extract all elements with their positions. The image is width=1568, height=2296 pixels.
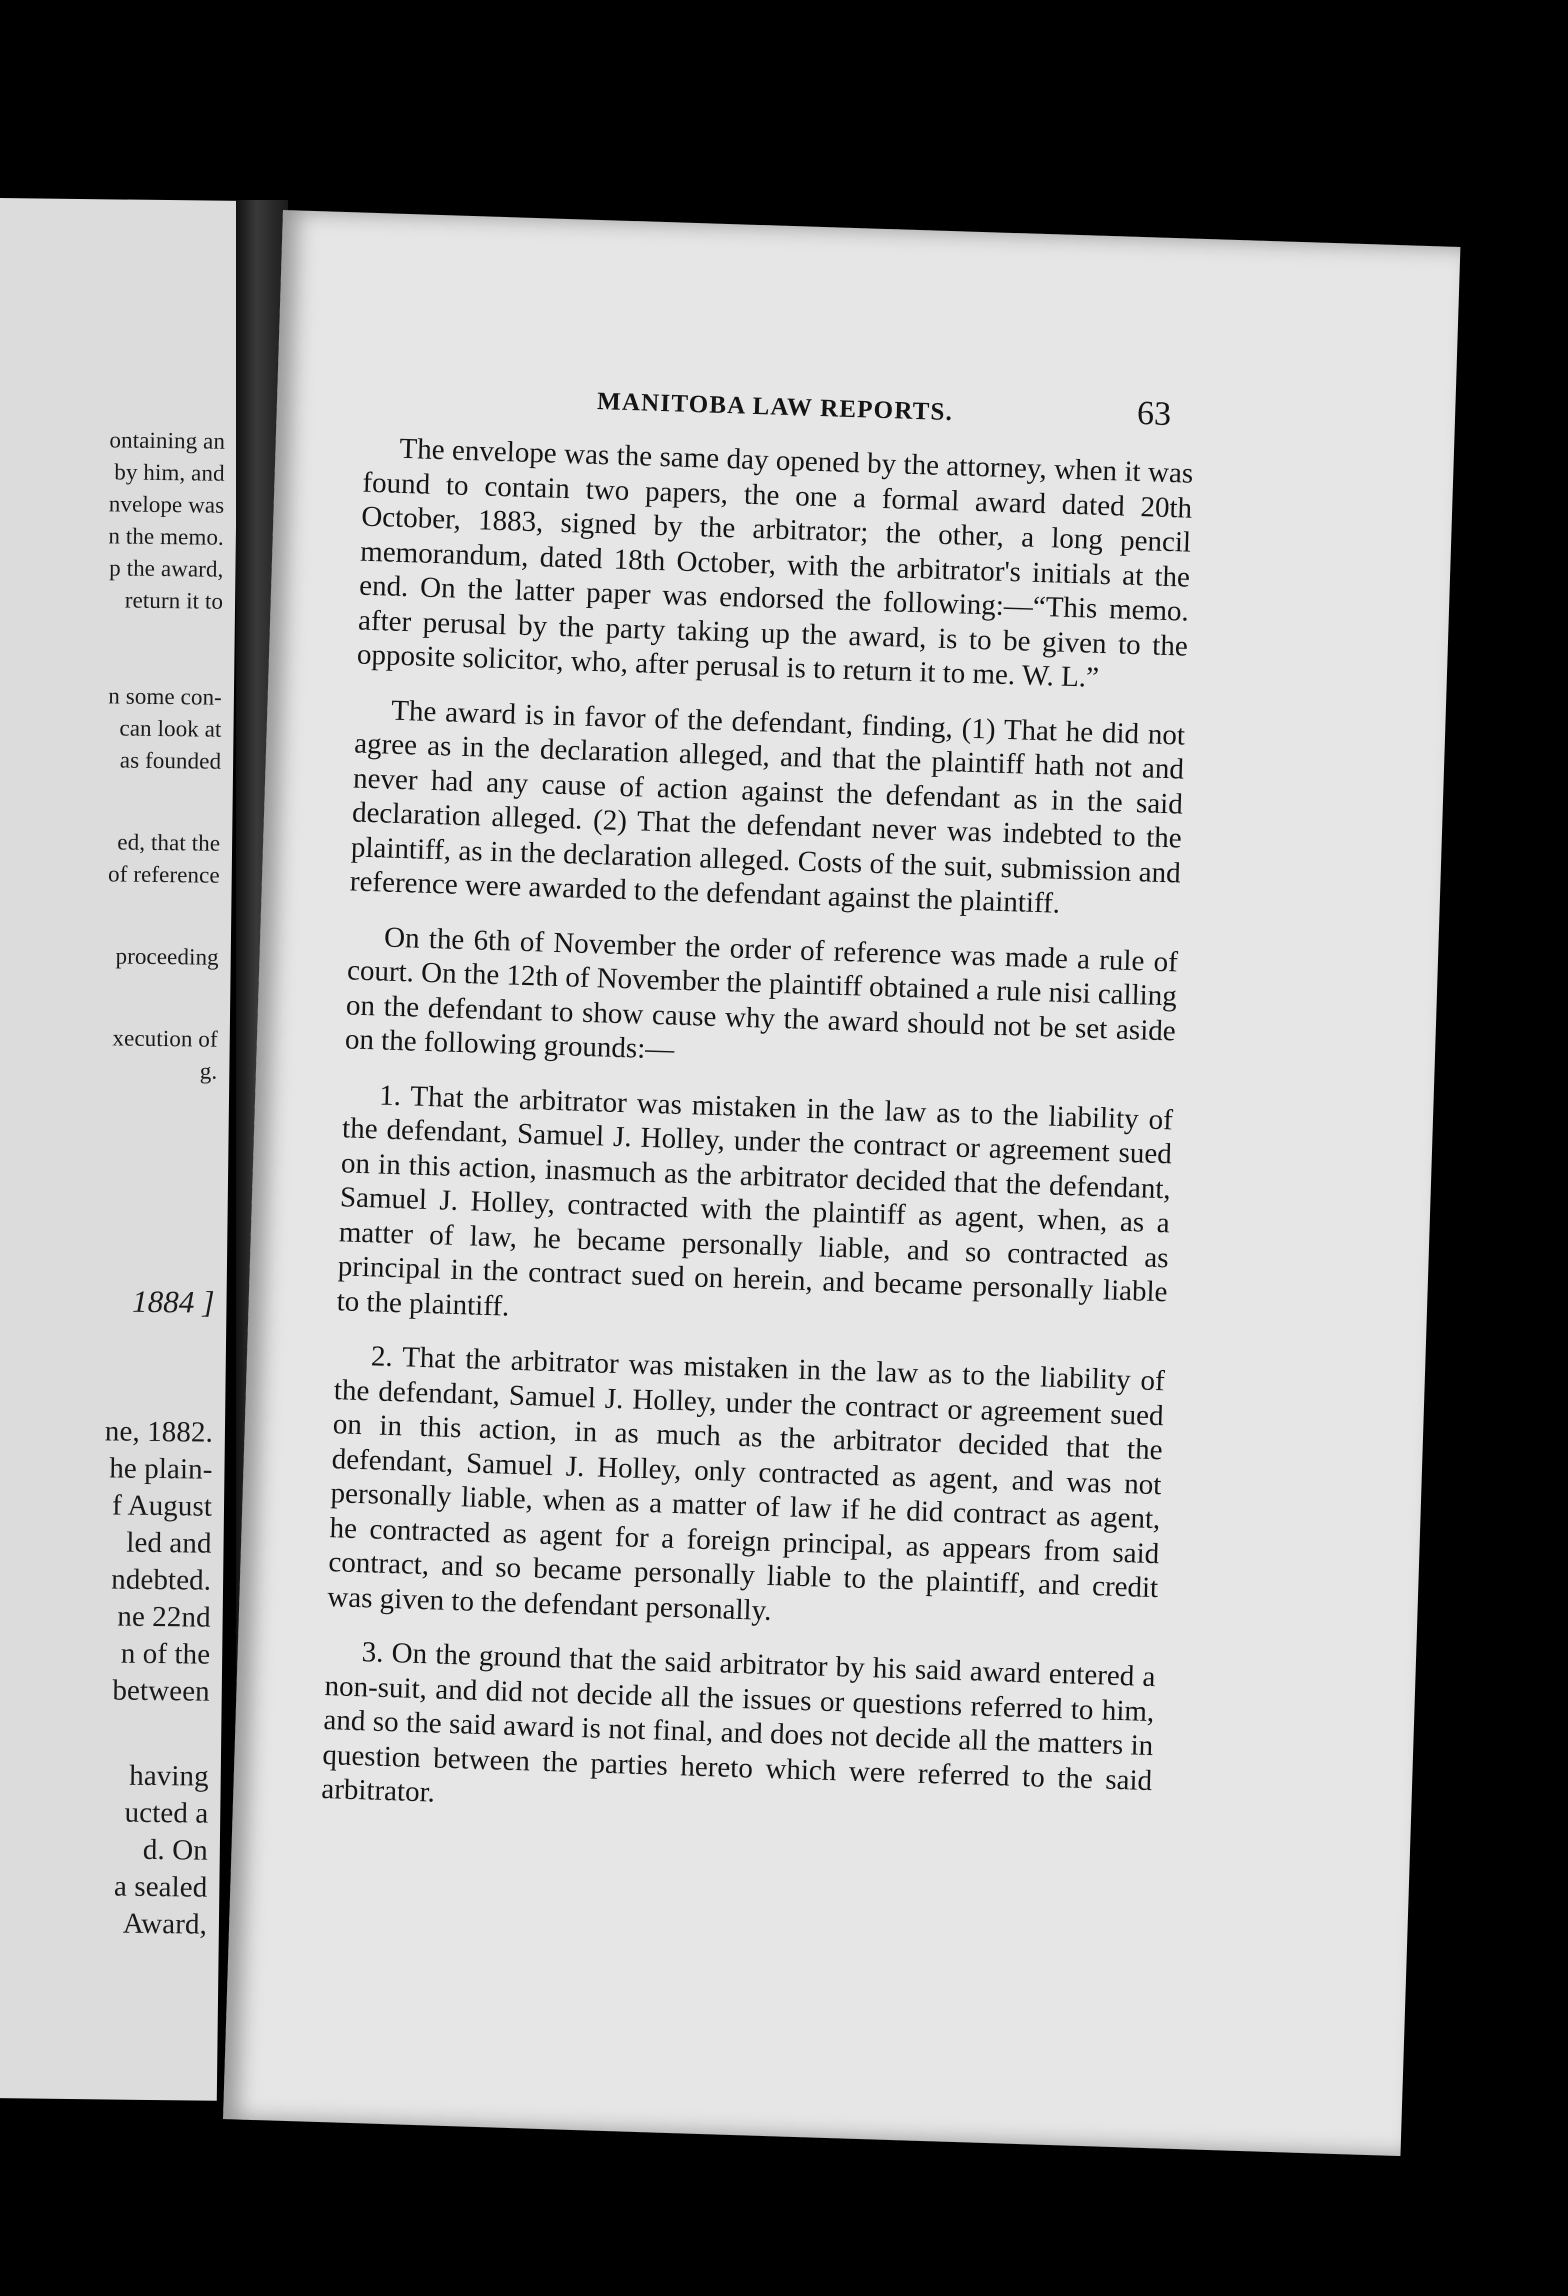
left-line: ontaining an: [109, 427, 226, 454]
left-line: between: [112, 1674, 210, 1708]
left-line: can look at: [119, 715, 222, 742]
body-text: [320, 431, 1193, 1853]
paragraph: 3. On the ground that the said arbitrator by his said award entered a non-suit, and did not decide all the issues or questions referred to him, and so the said award is not final, and does not decide all the matters in question between the parties hereto which were referred to the said arbitrator.: [320, 1636, 1156, 1809]
left-line: as founded: [119, 747, 222, 774]
left-line: of reference: [107, 861, 220, 888]
main-page: [223, 210, 1460, 2156]
left-line: xecution of: [112, 1025, 218, 1052]
paragraph: The award is in favor of the defendant, finding, (1) That he did not agree as in the declaration alleged, and that the plaintiff hath not and never had any cause of action against the defendant as in the said declaration alleged. (2) That the defendant never was indebted to the plaintiff, as in the declaration alleged. Costs of the suit, submission and reference were awarded to the defendant against the plaintiff.: [349, 694, 1186, 920]
paragraph: The envelope was the same day opened by the attorney, when it was found to contain two papers, the one a formal award dated 20th October, 1883, signed by the arbitrator; the other, a long pencil memorandum, dated 18th October, with the arbitrator's initials at the end. On the latter paper was endorsed the following:—“This memo. after perusal by the party taking up the award, is to be given to the opposite solicitor, who, after perusal is to return it to me. W. L.”: [356, 432, 1194, 694]
paragraph: 2. That the arbitrator was mistaken in the law as to the liability of the defendant, Samuel J. Holley, under the contract or agreement sued on in this action, in as much as the arbitrator decided that the defendant, Samuel J. Holley, only contracted as agent, and was not personally liable, when as a matter of law if he did contract as agent, he contracted as agent for a foreign principal, as appears from said contract, and so became personally liable to the plaintiff, and credit was given to the defendant personally.: [326, 1340, 1166, 1627]
left-line: g.: [199, 1058, 218, 1084]
left-line: having: [129, 1759, 209, 1793]
left-line: by him, and: [114, 459, 225, 486]
left-line: n of the: [120, 1637, 211, 1671]
left-line: ucted a: [124, 1796, 209, 1830]
left-year-header: 1884 ]: [131, 1283, 215, 1320]
left-line: led and: [126, 1526, 212, 1560]
left-line: a sealed: [113, 1870, 208, 1904]
left-line: ne, 1882.: [104, 1415, 214, 1449]
paragraph: 1. That the arbitrator was mistaken in the law as to the liability of the defendant, Samuel J. Holley, under the contract or agreement sued on in this action, inasmuch as the arbitrator decided that the defendant, Samuel J. Holley, contracted with the plaintiff as agent, when, as a matter of law, he became personally liable, and so contracted as principal in the contract sued on herein, and became personally liable to the plaintiff.: [336, 1078, 1174, 1323]
left-line: Award,: [122, 1907, 208, 1941]
left-line: n some con-: [108, 683, 223, 710]
left-line: p the award,: [109, 555, 224, 582]
left-line: ndebted.: [111, 1563, 212, 1597]
running-header: MANITOBA LAW REPORTS.: [596, 387, 954, 427]
left-line: he plain-: [109, 1452, 213, 1486]
left-line: ed, that the: [117, 829, 221, 856]
left-line: return it to: [124, 587, 224, 614]
page-number: 63: [1136, 394, 1172, 433]
left-page-fragment: [0, 198, 240, 2101]
left-line: d. On: [142, 1833, 209, 1867]
left-line: ne 22nd: [117, 1600, 211, 1634]
left-line: n the memo.: [108, 523, 225, 550]
left-line: nvelope was: [108, 491, 225, 518]
left-line: proceeding: [115, 943, 219, 970]
left-line: f August: [111, 1489, 213, 1523]
paragraph: On the 6th of November the order of reference was made a rule of court. On the 12th of November the plaintiff obtained a rule nisi calling on the defendant to show cause why the award should not be set aside on the following grounds:—: [344, 921, 1179, 1066]
